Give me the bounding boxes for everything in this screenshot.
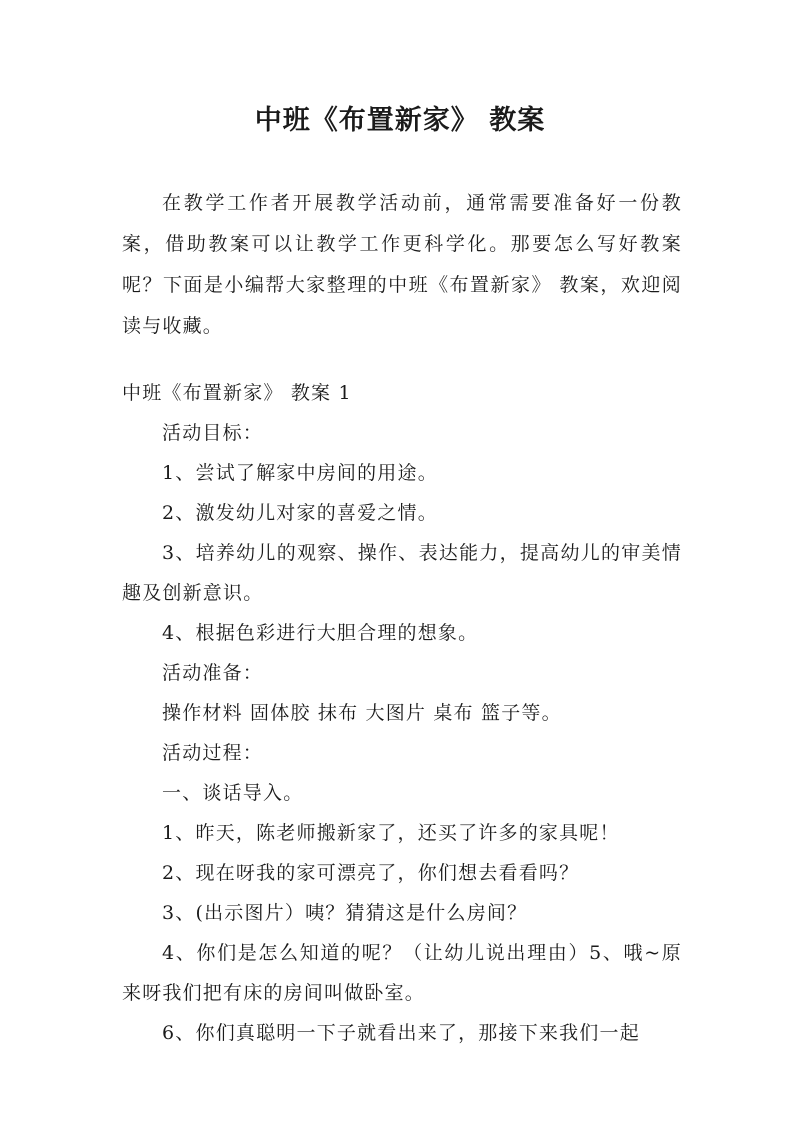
intro-paragraph: 在教学工作者开展教学活动前，通常需要准备好一份教案，借助教案可以让教学工作更科学化。那要怎么写好教案呢？下面是小编帮大家整理的中班《布置新家》 教案，欢迎阅读与收藏。 xyxy=(122,192,682,337)
process-item: 1、昨天，陈老师搬新家了，还买了许多的家具呢！ xyxy=(162,822,620,844)
section-heading: 中班《布置新家》 教案 1 xyxy=(122,382,352,404)
heading-activity-preparation: 活动准备： xyxy=(162,662,264,684)
document-body xyxy=(122,373,682,1053)
process-step-heading: 一、谈话导入。 xyxy=(162,782,304,804)
materials-text: 操作材料 固体胶 抹布 大图片 桌布 篮子等。 xyxy=(162,702,562,724)
heading-activity-process: 活动过程： xyxy=(162,742,264,764)
goal-item: 3、培养幼儿的观察、操作、表达能力，提高幼儿的审美情趣及创新意识。 xyxy=(122,542,682,604)
goal-item: 1、尝试了解家中房间的用途。 xyxy=(162,462,438,484)
heading-activity-goals: 活动目标： xyxy=(162,422,264,444)
process-item: 2、现在呀我的家可漂亮了，你们想去看看吗？ xyxy=(162,862,580,884)
goal-item: 4、根据色彩进行大胆合理的想象。 xyxy=(162,622,479,644)
process-item: 6、你们真聪明一下子就看出来了，那接下来我们一起 xyxy=(162,1022,640,1044)
goal-item: 2、激发幼儿对家的喜爱之情。 xyxy=(162,502,438,524)
document-title: 中班《布置新家》 教案 xyxy=(254,105,546,136)
process-item: 3、(出示图片）咦？猜猜这是什么房间？ xyxy=(162,902,528,924)
process-item: 4、你们是怎么知道的呢？（让幼儿说出理由）5、哦~原来呀我们把有床的房间叫做卧室。 xyxy=(122,942,682,1004)
